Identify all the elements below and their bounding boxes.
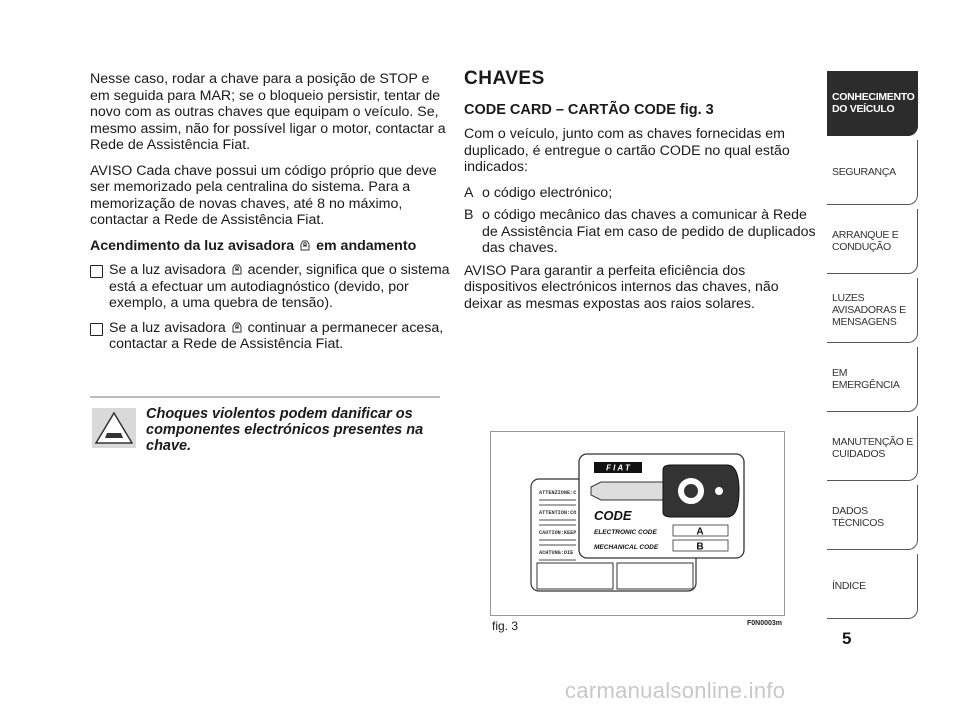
- immobilizer-warning-icon: [230, 321, 244, 333]
- tab-emergencia[interactable]: EM EMERGÊNCIA: [827, 347, 918, 412]
- bullet-item: Se a luz avisadora continuar a permanecer acesa, contactar a Rede de Assistência Fiat.: [90, 320, 450, 353]
- card-warning-text: ATTENZIONE:C: [539, 490, 577, 496]
- figure-code: F0N0003m: [747, 620, 783, 627]
- warning-triangle-icon: [92, 408, 136, 448]
- tab-seguranca[interactable]: SEGURANÇA: [827, 140, 918, 205]
- tab-arranque[interactable]: ARRANQUE E CONDUÇÃO: [827, 209, 918, 274]
- watermark: carmanualsonline.info: [565, 678, 786, 703]
- card-warning-text: ACHTUNG:DIE: [539, 550, 574, 556]
- bullet-item: Se a luz avisadora acender, significa que o sistema está a efectuar um autodiagnóstico (devido, por exemplo, a uma quebra de tensão).: [90, 262, 450, 312]
- paragraph-2: AVISO Cada chave possui um código próprio que deve ser memorizado pela centralina do sistema. Para a memorização de novas chaves, até 8 no máximo, contactar a Rede de Assistência Fiat.: [90, 162, 437, 228]
- page-title: CHAVES: [464, 68, 545, 89]
- tab-manutencao[interactable]: MANUTENÇÃO E CUIDADOS: [827, 416, 918, 481]
- left-column: [90, 71, 450, 361]
- warning-text: Choques violentos podem danificar os componentes electrónicos presentes na chave.: [146, 406, 424, 454]
- section-subtitle: CODE CARD – CARTÃO CODE fig. 3: [464, 101, 714, 118]
- code-label: CODE: [594, 508, 632, 523]
- code-b-label: B: [696, 541, 704, 553]
- list-item: B o código mecânico das chaves a comunicar à Rede de Assistência Fiat em caso de pedido de duplicados das chaves.: [464, 207, 816, 256]
- code-card-illustration: [491, 432, 784, 615]
- mechanical-code-label: MECHANICAL CODE: [594, 544, 659, 551]
- immobilizer-warning-icon: [298, 239, 312, 251]
- tab-conhecimento[interactable]: CONHECIMENTO DO VEÍCULO: [827, 71, 918, 136]
- immobilizer-warning-icon: [230, 263, 244, 275]
- tab-luzes[interactable]: LUZES AVISADORAS E MENSAGENS: [827, 278, 918, 343]
- checkbox-bullet-icon: [90, 323, 103, 336]
- fiat-logo: F I A T: [606, 463, 630, 473]
- chapter-tabs: [827, 71, 918, 623]
- code-a-label: A: [696, 526, 704, 538]
- page-number: 5: [842, 629, 852, 648]
- electronic-code-label: ELECTRONIC CODE: [594, 529, 657, 536]
- card-warning-text: CAUTION:KEEP: [539, 530, 577, 536]
- checkbox-bullet-icon: [90, 265, 103, 278]
- paragraph-1: Nesse caso, rodar a chave para a posição de STOP e em seguida para MAR; se o bloqueio persistir, tentar de novo com as outras chaves que equipam o veículo. Se, mesmo assim, não for possível ligar o motor, contactar a Rede de Assistência Fiat.: [90, 71, 446, 153]
- tab-dados[interactable]: DADOS TÉCNICOS: [827, 485, 918, 550]
- intro-paragraph: Com o veículo, junto com as chaves fornecidas em duplicado, é entregue o cartão CODE no qual estão indicados:: [464, 126, 790, 175]
- warning-box: [90, 396, 440, 454]
- code-card-figure: [490, 431, 785, 616]
- list-item: A o código electrónico;: [464, 184, 613, 201]
- right-column: [464, 68, 819, 321]
- tab-indice[interactable]: ÍNDICE: [827, 554, 918, 619]
- aviso-paragraph: AVISO Para garantir a perfeita eficiência dos dispositivos electrónicos internos das chaves, não deixar as mesmas expostas aos raios solares.: [464, 262, 779, 312]
- section-heading: Acendimento da luz avisadora em andamento: [90, 237, 417, 254]
- figure-caption: fig. 3: [492, 619, 519, 633]
- card-warning-text: ATTENTION:CO: [539, 510, 577, 516]
